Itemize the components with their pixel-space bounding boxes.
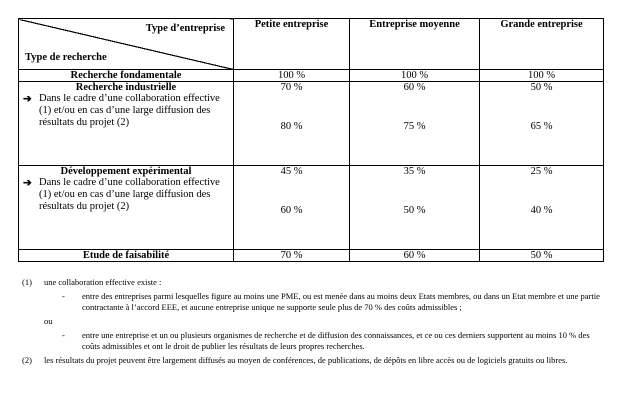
value-cell bbox=[350, 82, 480, 166]
bonus-value: 75 % bbox=[403, 121, 426, 132]
bonus-value: 65 % bbox=[530, 121, 553, 132]
aid-intensity-table bbox=[18, 18, 604, 262]
table-row bbox=[19, 70, 604, 82]
value-cell bbox=[234, 166, 350, 250]
footnote-or: ou bbox=[44, 316, 53, 326]
base-value: 70 % bbox=[280, 82, 303, 93]
footnote-1 bbox=[18, 277, 608, 288]
bonus-value: 40 % bbox=[530, 205, 553, 216]
row-label-cell bbox=[19, 82, 234, 166]
bonus-value: 80 % bbox=[280, 121, 303, 132]
arrow-right-icon: ➔ bbox=[23, 94, 32, 105]
type-entreprise-label: Type d’entreprise bbox=[145, 23, 225, 34]
value-cell: 50 % bbox=[480, 250, 604, 262]
sub-condition bbox=[23, 177, 229, 213]
arrow-right-icon: ➔ bbox=[23, 178, 32, 189]
row-label: Développement expérimental bbox=[60, 166, 192, 177]
value-cell bbox=[480, 166, 604, 250]
bonus-value: 60 % bbox=[280, 205, 303, 216]
footnotes bbox=[18, 277, 608, 366]
base-value: 35 % bbox=[403, 166, 426, 177]
col-header-petite: Petite entreprise bbox=[234, 19, 350, 70]
footnote-bullet bbox=[18, 291, 608, 313]
dash-marker: - bbox=[62, 291, 65, 301]
value-cell bbox=[350, 166, 480, 250]
table-row bbox=[19, 166, 604, 250]
footnote-bullet bbox=[18, 330, 608, 352]
header-diagonal-cell bbox=[19, 19, 234, 70]
footnote-number: (1) bbox=[22, 277, 32, 287]
bullet-text: entre des entreprises parmi lesquelles figure au moins une PME, ou est menée dans au moins deux Etats membres, ou dans un Etat membre et une partie contractante à l’accord EEE, et aucune entreprise unique ne supporte seule plus de 70 % des coûts admissibles ; bbox=[82, 291, 600, 312]
value-cell bbox=[234, 82, 350, 166]
bonus-value: 50 % bbox=[403, 205, 426, 216]
row-label-cell bbox=[19, 166, 234, 250]
base-value: 60 % bbox=[403, 82, 426, 93]
base-value: 50 % bbox=[530, 82, 553, 93]
type-recherche-label: Type de recherche bbox=[25, 52, 107, 63]
base-value: 45 % bbox=[280, 166, 303, 177]
row-label: Recherche fondamentale bbox=[19, 70, 234, 82]
footnote-text: une collaboration effective existe : bbox=[44, 277, 162, 287]
footnote-2 bbox=[18, 355, 608, 366]
sub-condition-text: Dans le cadre d’une collaboration effective (1) et/ou en cas d’une large diffusion des résultats du projet (2) bbox=[39, 93, 220, 128]
header-row bbox=[19, 19, 604, 70]
dash-marker: - bbox=[62, 330, 65, 340]
value-cell: 60 % bbox=[350, 250, 480, 262]
col-header-grande: Grande entreprise bbox=[480, 19, 604, 70]
col-header-moyenne: Entreprise moyenne bbox=[350, 19, 480, 70]
row-label: Etude de faisabilité bbox=[19, 250, 234, 262]
bullet-text: entre une entreprise et un ou plusieurs organismes de recherche et de diffusion des connaissances, et ce ou ces derniers supportent au moins 10 % des coûts admissibles et ont le droit de publier les résultats de leurs propres recherches. bbox=[82, 330, 590, 351]
value-cell: 70 % bbox=[234, 250, 350, 262]
value-cell: 100 % bbox=[480, 70, 604, 82]
value-cell: 100 % bbox=[350, 70, 480, 82]
sub-condition-text: Dans le cadre d’une collaboration effective (1) et/ou en cas d’une large diffusion des résultats du projet (2) bbox=[39, 177, 220, 212]
sub-condition bbox=[23, 93, 229, 129]
value-cell bbox=[480, 82, 604, 166]
row-label: Recherche industrielle bbox=[75, 82, 177, 93]
base-value: 25 % bbox=[530, 166, 553, 177]
table-row bbox=[19, 82, 604, 166]
table-row bbox=[19, 250, 604, 262]
footnote-text: les résultats du projet peuvent être largement diffusés au moyen de conférences, de publications, de dépôts en libre accès ou de logiciels gratuits ou libres. bbox=[44, 355, 568, 365]
value-cell: 100 % bbox=[234, 70, 350, 82]
footnote-number: (2) bbox=[22, 355, 32, 365]
